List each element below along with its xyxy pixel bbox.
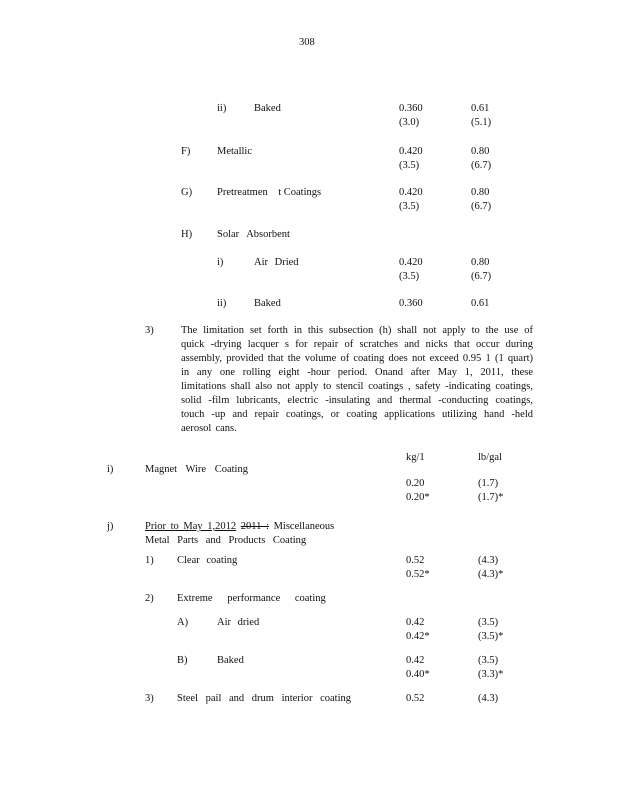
section-j-item-lb-2: (3.3)* <box>478 669 504 680</box>
row-kg-paren: (3.0) <box>399 117 420 128</box>
section-i-lb: (1.7) <box>478 478 499 489</box>
section-j-item-kg-2: 0.52* <box>406 569 430 580</box>
row-kg-value: 0.420 <box>399 257 423 268</box>
section-j-item-kg-2: 0.42* <box>406 631 430 642</box>
row-name: Baked <box>254 298 281 309</box>
row-kg-value: 0.420 <box>399 187 423 198</box>
row-lb-paren: (6.7) <box>471 160 492 171</box>
section-j-item-kg: 0.52 <box>406 693 425 704</box>
row-label: H) <box>181 229 193 240</box>
section-j-title-rest: Miscellaneous <box>273 521 335 532</box>
row-lb-value: 0.80 <box>471 187 490 198</box>
page-number: 308 <box>299 37 315 48</box>
row-name: Solar Absorbent <box>217 229 290 240</box>
section-i-lb-2: (1.7)* <box>478 492 504 503</box>
row-label: i) <box>217 257 224 268</box>
row-kg-paren: (3.5) <box>399 201 420 212</box>
row-lb-value: 0.80 <box>471 146 490 157</box>
row-lb-value: 0.61 <box>471 103 490 114</box>
section-j-item-lb-2: (4.3)* <box>478 569 504 580</box>
item-3-label: 3) <box>145 325 154 336</box>
section-j-item-lb: (3.5) <box>478 617 499 628</box>
row-lb-paren: (6.7) <box>471 271 492 282</box>
row-kg-paren: (3.5) <box>399 160 420 171</box>
section-i-label: i) <box>107 464 114 475</box>
row-kg-paren: (3.5) <box>399 271 420 282</box>
section-j-item-label: 1) <box>145 555 154 566</box>
row-label: ii) <box>217 103 227 114</box>
section-j-label: j) <box>107 521 114 532</box>
row-label: F) <box>181 146 191 157</box>
section-j-item-name: Air dried <box>217 617 260 628</box>
section-j-item-name: Clear coating <box>177 555 238 566</box>
section-j-title-underlined: Prior to May 1,2012 <box>145 521 237 532</box>
column-header-kg: kg/1 <box>406 452 425 463</box>
section-j-item-lb: (3.5) <box>478 655 499 666</box>
column-header-lb: lb/gal <box>478 452 502 463</box>
section-j-item-label: B) <box>177 655 188 666</box>
row-label: ii) <box>217 298 227 309</box>
section-j-title <box>145 520 334 534</box>
section-i-title: Magnet Wire Coating <box>145 464 248 475</box>
section-j-item-kg: 0.42 <box>406 655 425 666</box>
section-j-item-name: Baked <box>217 655 244 666</box>
section-j-item-label: 3) <box>145 693 154 704</box>
row-kg-value: 0.360 <box>399 298 423 309</box>
row-kg-value: 0.420 <box>399 146 423 157</box>
row-lb-paren: (5.1) <box>471 117 492 128</box>
section-i-kg: 0.20 <box>406 478 425 489</box>
row-name: Pretreatmen t Coatings <box>217 187 322 198</box>
row-kg-value: 0.360 <box>399 103 423 114</box>
row-name: Baked <box>254 103 281 114</box>
section-j-item-lb-2: (3.5)* <box>478 631 504 642</box>
row-name: Air Dried <box>254 257 299 268</box>
section-j-item-label: A) <box>177 617 189 628</box>
section-j-item-kg: 0.52 <box>406 555 425 566</box>
section-j-item-kg-2: 0.40* <box>406 669 430 680</box>
section-j-item-kg: 0.42 <box>406 617 425 628</box>
row-lb-value: 0.80 <box>471 257 490 268</box>
section-j-item-label: 2) <box>145 593 154 604</box>
section-j-item-name: Steel pail and drum interior coating <box>177 693 351 704</box>
row-label: G) <box>181 187 193 198</box>
row-name: Metallic <box>217 146 252 157</box>
item-3-paragraph: The limitation set forth in this subsection (h) shall not apply to the use of quick -drying lacquer s for repair of scratches and nicks that occur during assembly, provided that the volume of coating does not exceed 0.95 1 (1 quart) in any one rolling eight -hour period. Onand after May 1, 2011, these limitations shall also not apply to stencil coatings , safety -indicating coatings, solid -film lubricants, electric -insulating and thermal -conducting coatings, touch -up and repair coatings, or coating applications utilizing hand -held aerosol cans. <box>181 325 533 434</box>
section-i-kg-2: 0.20* <box>406 492 430 503</box>
row-lb-paren: (6.7) <box>471 201 492 212</box>
section-j-title-struck: 2011 : <box>240 521 269 532</box>
section-j-item-lb: (4.3) <box>478 693 499 704</box>
section-j-title-line2: Metal Parts and Products Coating <box>145 535 307 546</box>
section-j-item-lb: (4.3) <box>478 555 499 566</box>
section-j-item-name: Extreme performance coating <box>177 593 326 604</box>
row-lb-value: 0.61 <box>471 298 490 309</box>
